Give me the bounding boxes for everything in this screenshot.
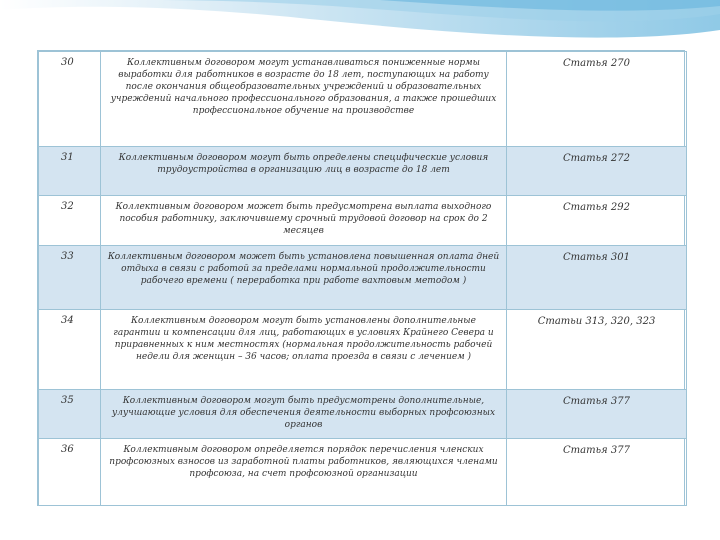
row-article: Статья 377 <box>507 439 687 506</box>
row-number: 36 <box>39 439 101 506</box>
row-description: Коллективным договором может быть предусмотрена выплата выходного пособия работнику, заключившему срочный трудовой договор на срок до 2 месяцев <box>101 196 507 246</box>
row-article: Статья 301 <box>507 246 687 310</box>
table-row <box>39 52 687 147</box>
table-row <box>39 439 687 506</box>
row-description: Коллективным договором могут быть установлены дополнительные гарантии и компенсации для лиц, работающих в условиях Крайнего Севера и приравненных к ним местностях (нормальная продолжительность рабочей недели для женщин – 36 часов; оплата проезда в связи с лечением ) <box>101 310 507 390</box>
table-row <box>39 147 687 196</box>
row-number: 30 <box>39 52 101 147</box>
row-number: 31 <box>39 147 101 196</box>
row-number: 32 <box>39 196 101 246</box>
row-article: Статьи 313, 320, 323 <box>507 310 687 390</box>
row-description: Коллективным договором определяется порядок перечисления членских профсоюзных взносов из заработной платы работников, являющихся членами профсоюза, на счет профсоюзной организации <box>101 439 507 506</box>
table-row <box>39 390 687 439</box>
row-number: 35 <box>39 390 101 439</box>
articles-table <box>37 50 685 506</box>
row-number: 33 <box>39 246 101 310</box>
row-article: Статья 377 <box>507 390 687 439</box>
row-description: Коллективным договором могут быть предусмотрены дополнительные, улучшающие условия для обеспечения деятельности выборных профсоюзных органов <box>101 390 507 439</box>
table-row <box>39 310 687 390</box>
row-article: Статья 272 <box>507 147 687 196</box>
row-number: 34 <box>39 310 101 390</box>
row-article: Статья 270 <box>507 52 687 147</box>
row-description: Коллективным договором может быть установлена повышенная оплата дней отдыха в связи с работой за пределами нормальной продолжительности рабочего времени ( переработка при работе вахтовым методом ) <box>101 246 507 310</box>
row-description: Коллективным договором могут быть определены специфические условия трудоустройства в организацию лиц в возрасте до 18 лет <box>101 147 507 196</box>
table-row <box>39 196 687 246</box>
row-article: Статья 292 <box>507 196 687 246</box>
row-description: Коллективным договором могут устанавливаться пониженные нормы выработки для работников в возрасте до 18 лет, поступающих на работу после окончания общеобразовательных учреждений и образовательных учреждений начального профессионального образования, а также прошедших профессиональное обучение на производстве <box>101 52 507 147</box>
table-row <box>39 246 687 310</box>
